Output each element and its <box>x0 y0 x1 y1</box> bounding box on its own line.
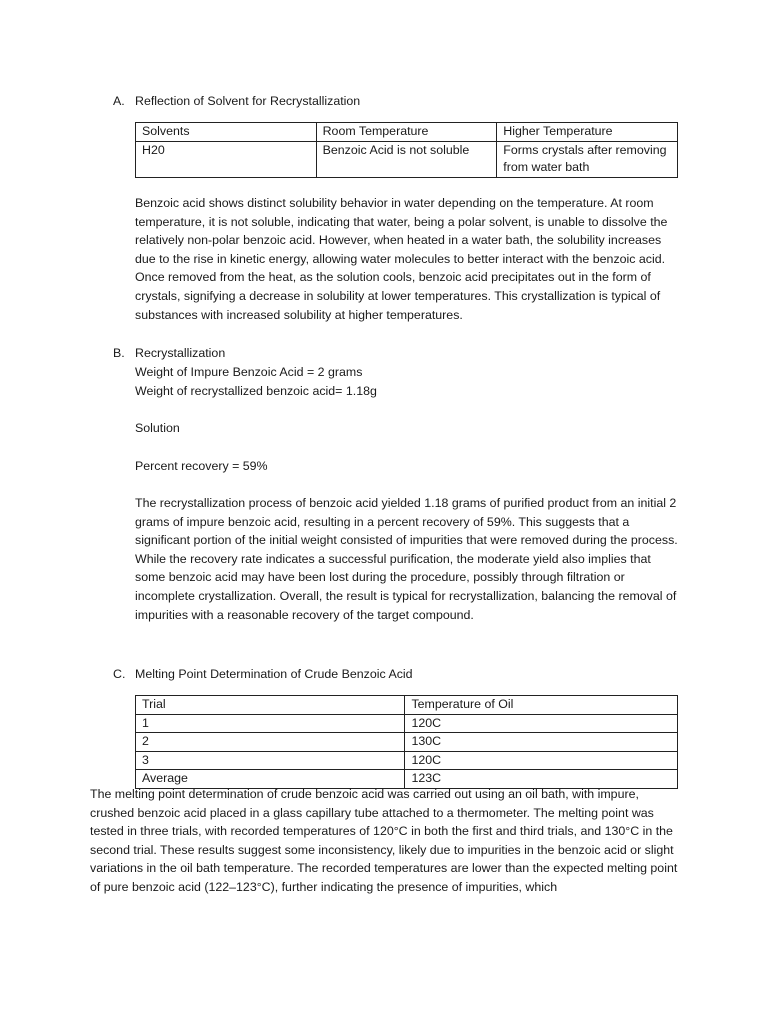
table-row <box>136 751 678 770</box>
table-header-cell: Solvents <box>136 123 317 142</box>
table-header-cell: Room Temperature <box>316 123 497 142</box>
section-a-heading <box>113 92 360 110</box>
section-a-letter: A. <box>113 94 125 108</box>
weight-impure: Weight of Impure Benzoic Acid = 2 grams <box>135 365 363 379</box>
section-a-title: Reflection of Solvent for Recrystallization <box>135 94 361 108</box>
table-cell: 120C <box>405 714 678 733</box>
table-header-row <box>136 123 678 142</box>
table-cell: Benzoic Acid is not soluble <box>316 141 497 177</box>
solvent-table <box>135 122 678 178</box>
section-b-letter: B. <box>113 346 125 360</box>
table-cell: 130C <box>405 733 678 752</box>
section-c-title: Melting Point Determination of Crude Benzoic Acid <box>135 667 413 681</box>
section-c-paragraph: The melting point determination of crude benzoic acid was carried out using an oil bath, with impure, crushed benzoic acid placed in a glass capillary tube attached to a thermometer. The melting point was tested in three trials, with recorded temperatures of 120°C in both the first and third trials, and 130°C in the second trial. These results suggest some inconsistency, likely due to impurities in the benzoic acid or slight variations in the oil bath temperature. The recorded temperatures are lower than the expected melting point of pure benzoic acid (122–123°C), further indicating the presence of impurities, which <box>90 787 678 894</box>
table-cell: 2 <box>136 733 405 752</box>
section-b-paragraph: The recrystallization process of benzoic acid yielded 1.18 grams of purified product from an initial 2 grams of impure benzoic acid, resulting in a percent recovery of 59%. This suggests that a significant portion of the initial weight consisted of impurities that were removed during the process. While the recovery rate indicates a successful purification, the moderate yield also implies that some benzoic acid may have been lost during the procedure, possibly through filtration or incomplete crystallization. Overall, the result is typical for recrystallization, balancing the removal of impurities with a reasonable recovery of the target compound. <box>135 496 678 622</box>
section-b-heading <box>113 344 225 362</box>
section-a-paragraph: Benzoic acid shows distinct solubility behavior in water depending on the temperature. At room temperature, it is not soluble, indicating that water, being a polar solvent, is unable to dissolve the relatively non-polar benzoic acid. However, when heated in a water bath, the solubility increases due to the rise in kinetic energy, allowing water molecules to better interact with the benzoic acid. Once removed from the heat, as the solution cools, benzoic acid precipitates out in the form of crystals, signifying a decrease in solubility at lower temperatures. This crystallization is typical of substances with increased solubility at higher temperatures. <box>135 196 668 322</box>
table-cell: 1 <box>136 714 405 733</box>
weight-recrystallized: Weight of recrystallized benzoic acid= 1.18g <box>135 384 377 398</box>
percent-recovery: Percent recovery = 59% <box>135 459 268 473</box>
table-row <box>136 733 678 752</box>
table-cell: Forms crystals after removing from water bath <box>497 141 678 177</box>
table-cell: 3 <box>136 751 405 770</box>
table-cell: 123C <box>405 770 678 789</box>
table-cell: H20 <box>136 141 317 177</box>
section-c-letter: C. <box>113 667 126 681</box>
section-b-title: Recrystallization <box>135 346 226 360</box>
table-header-cell: Higher Temperature <box>497 123 678 142</box>
table-header-row <box>136 696 678 715</box>
table-row <box>136 141 678 177</box>
table-header-cell: Trial <box>136 696 405 715</box>
solution-label: Solution <box>135 421 180 435</box>
table-header-cell: Temperature of Oil <box>405 696 678 715</box>
table-cell: 120C <box>405 751 678 770</box>
table-row <box>136 714 678 733</box>
table-cell: Average <box>136 770 405 789</box>
melting-point-table <box>135 695 678 789</box>
section-c-heading <box>113 665 413 683</box>
